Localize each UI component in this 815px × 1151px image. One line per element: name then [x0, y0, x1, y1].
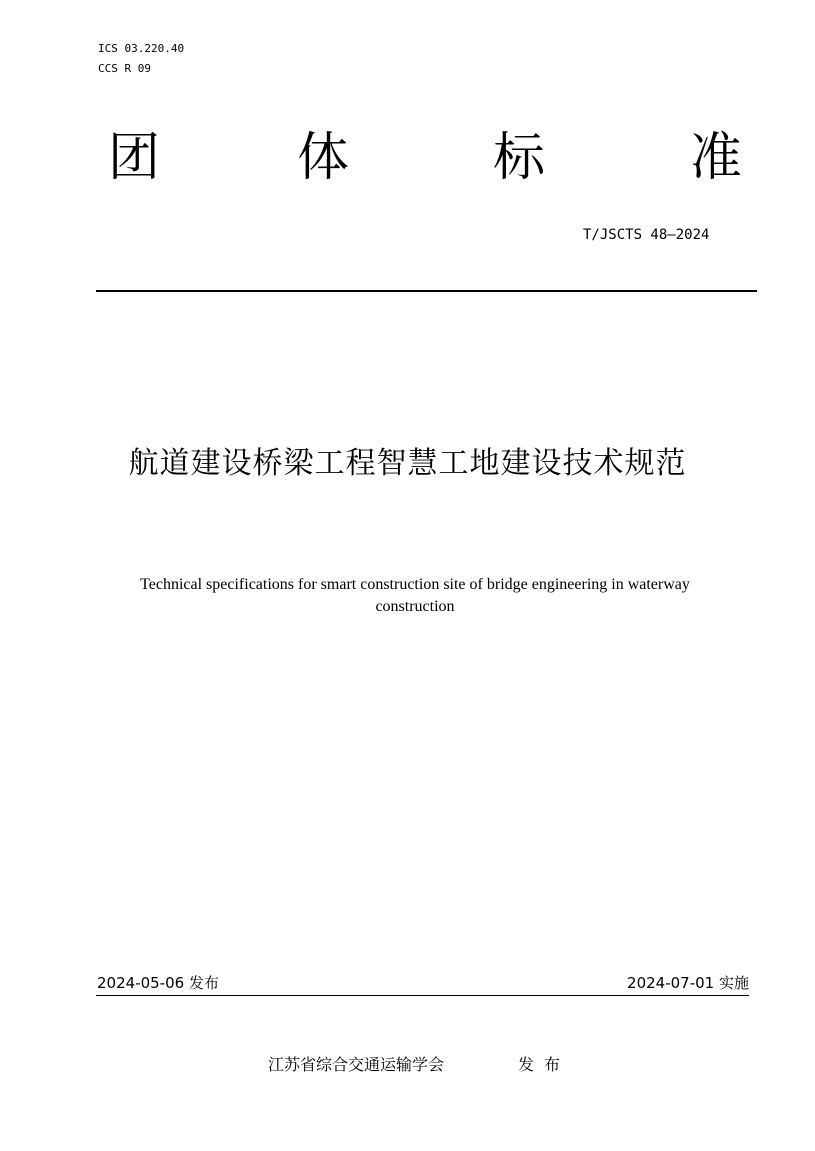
- issue-date: 2024-05-06 发布: [97, 974, 219, 992]
- document-title-english: Technical specifications for smart construction site of bridge engineering in waterway construction: [140, 576, 690, 615]
- standard-type-char-1: 团: [108, 128, 161, 188]
- implementation-date: 2024-07-01 实施: [627, 974, 749, 992]
- ics-code: ICS 03.220.40: [98, 42, 185, 55]
- footer-divider: [96, 995, 749, 996]
- standard-type-char-4: 准: [690, 128, 743, 188]
- document-title-chinese: 航道建设桥梁工程智慧工地建设技术规范: [128, 446, 687, 481]
- publisher-name: 江苏省综合交通运输学会: [268, 1055, 445, 1074]
- standard-type-char-2: 体: [297, 128, 350, 188]
- publish-label: 发布: [518, 1055, 571, 1074]
- header-divider: [96, 290, 757, 292]
- standard-type-char-3: 标: [493, 128, 546, 188]
- standard-number: T/JSCTS 48—2024: [583, 227, 710, 243]
- ccs-code: CCS R 09: [98, 62, 151, 75]
